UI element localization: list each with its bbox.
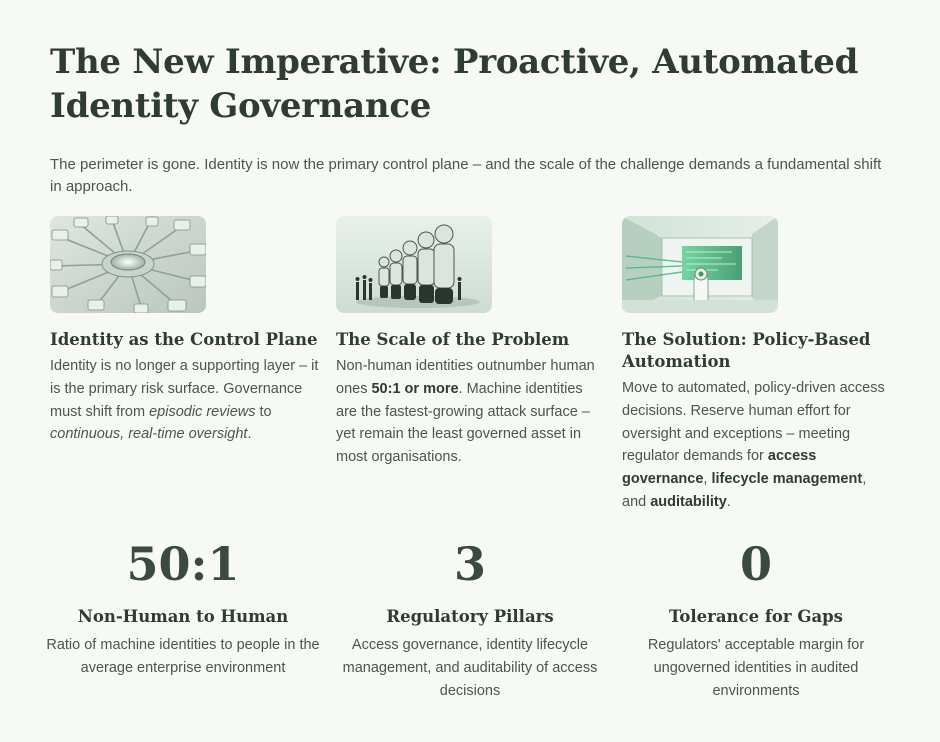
stat-description: Ratio of machine identities to people in the average enterprise environment — [46, 637, 320, 676]
stat-description: Access governance, identity lifecycle management, and auditability of access decisions — [342, 637, 598, 699]
card-body: Identity is no longer a supporting layer – it is the primary risk surface. Governance must shift from episodic reviews to continuous, real-time oversight. — [50, 358, 319, 443]
stat-label: Tolerance for Gaps — [669, 607, 843, 626]
card-title: The Solution: Policy-Based Automation — [622, 330, 871, 371]
page-subtitle: The perimeter is gone. Identity is now the primary control plane – and the scale of the challenge demands a fundamental shift in approach. — [50, 156, 882, 195]
card-body: Move to automated, policy-driven access decisions. Reserve human effort for oversight and exceptions – meeting regulator demands for access governance, lifecycle management, and auditability. — [622, 380, 885, 510]
page-title: The New Imperative: Proactive, Automated Identity Governance — [50, 42, 859, 126]
robots-crowd-image — [336, 216, 492, 313]
stat-tolerance — [616, 536, 896, 702]
stat-ratio — [43, 536, 323, 680]
card-body: Non-human identities outnumber human ones 50:1 or more. Machine identities are the fastest-growing attack surface – yet remain the least governed asset in most organisations. — [336, 358, 595, 466]
card-title: The Scale of the Problem — [336, 330, 570, 349]
automation-lab-image — [622, 216, 778, 313]
card-title: Identity as the Control Plane — [50, 330, 318, 349]
card-control-plane — [50, 216, 320, 446]
stat-description: Regulators' acceptable margin for ungoverned identities in audited environments — [647, 637, 865, 699]
stat-label: Non-Human to Human — [77, 607, 289, 626]
stat-label: Regulatory Pillars — [386, 607, 554, 626]
stat-pillars — [330, 536, 610, 702]
stat-value: 0 — [739, 537, 772, 591]
circuit-chip-image — [50, 216, 206, 313]
stat-value: 3 — [453, 537, 486, 591]
card-scale-problem — [336, 216, 606, 469]
stat-value: 50:1 — [126, 537, 240, 591]
card-solution — [622, 216, 892, 514]
